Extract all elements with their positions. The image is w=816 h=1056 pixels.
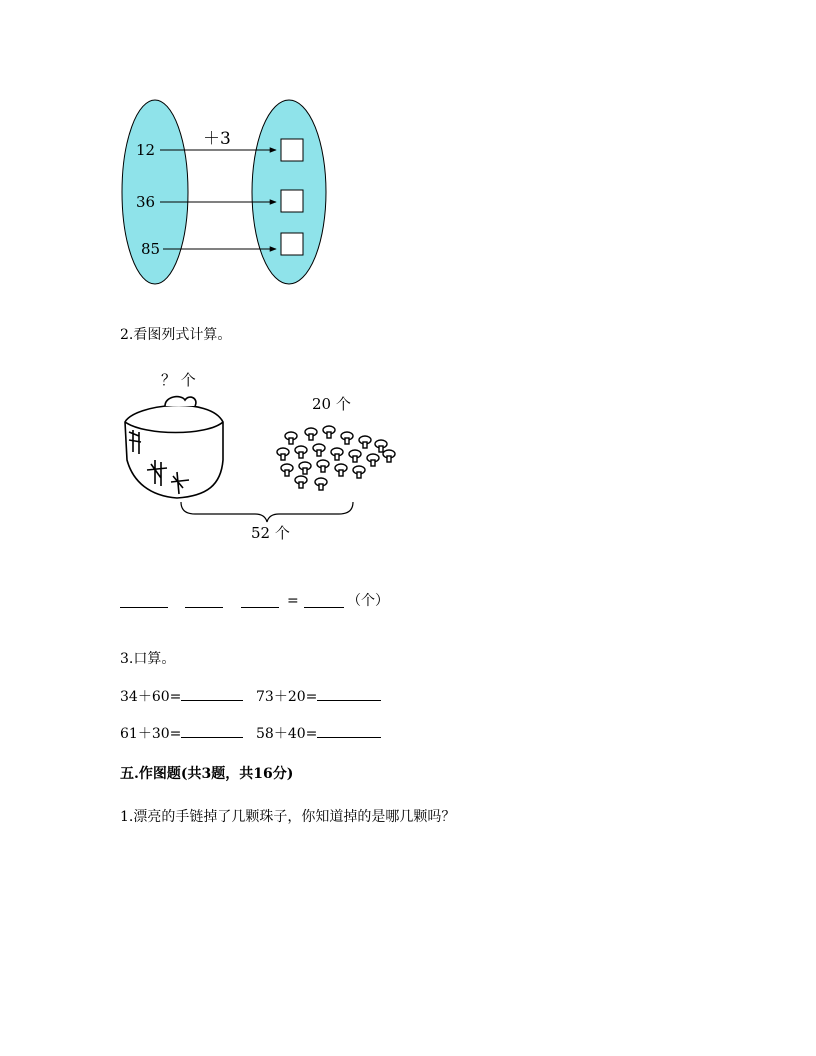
mapping-diagram: [110, 90, 350, 290]
operation-label: ＋3: [203, 129, 231, 149]
q2-title: 2.看图列式计算。: [120, 327, 232, 343]
known-count-label: 20 个: [312, 395, 351, 413]
mushrooms-illustration: [277, 426, 395, 490]
equals-sign: =: [287, 593, 299, 609]
answer-box-1[interactable]: [281, 139, 303, 161]
calc-expression: 73＋20=: [256, 689, 318, 705]
blank-result[interactable]: [304, 593, 344, 612]
calc-expression: 61＋30=: [120, 726, 182, 742]
section5-q1: 1.漂亮的手链掉了几颗珠子，你知道掉的是哪几颗吗？: [120, 809, 456, 825]
calc-expression: 34＋60=: [120, 689, 182, 705]
unknown-count-label: ？ 个: [161, 371, 196, 389]
total-brace: [181, 502, 353, 522]
calc-item-2: [256, 686, 381, 706]
unit-label: （个）: [347, 593, 389, 609]
calc-item-4: [256, 723, 381, 743]
total-count-label: 52 个: [251, 524, 290, 542]
calc-answer-blank[interactable]: [181, 686, 243, 701]
calc-expression: 58＋40=: [256, 726, 318, 742]
q2-figure: [115, 360, 405, 550]
q3-title: 3.口算。: [120, 651, 176, 667]
answer-box-2[interactable]: [281, 190, 303, 212]
calc-answer-blank[interactable]: [181, 723, 243, 738]
input-value-3: 85: [141, 240, 161, 258]
section-heading: 五.作图题(共3题，共16分): [120, 766, 294, 782]
input-value-2: 36: [136, 193, 156, 211]
calc-item-3: [120, 723, 243, 743]
answer-box-3[interactable]: [281, 233, 303, 255]
input-value-1: 12: [136, 141, 156, 159]
jar-illustration: [125, 397, 223, 498]
calc-item-1: [120, 686, 243, 706]
blank-operator[interactable]: [185, 593, 223, 612]
blank-operand-1[interactable]: [120, 593, 170, 612]
calc-answer-blank[interactable]: [317, 723, 381, 738]
blank-operand-2[interactable]: [241, 593, 279, 612]
calc-answer-blank[interactable]: [317, 686, 381, 701]
